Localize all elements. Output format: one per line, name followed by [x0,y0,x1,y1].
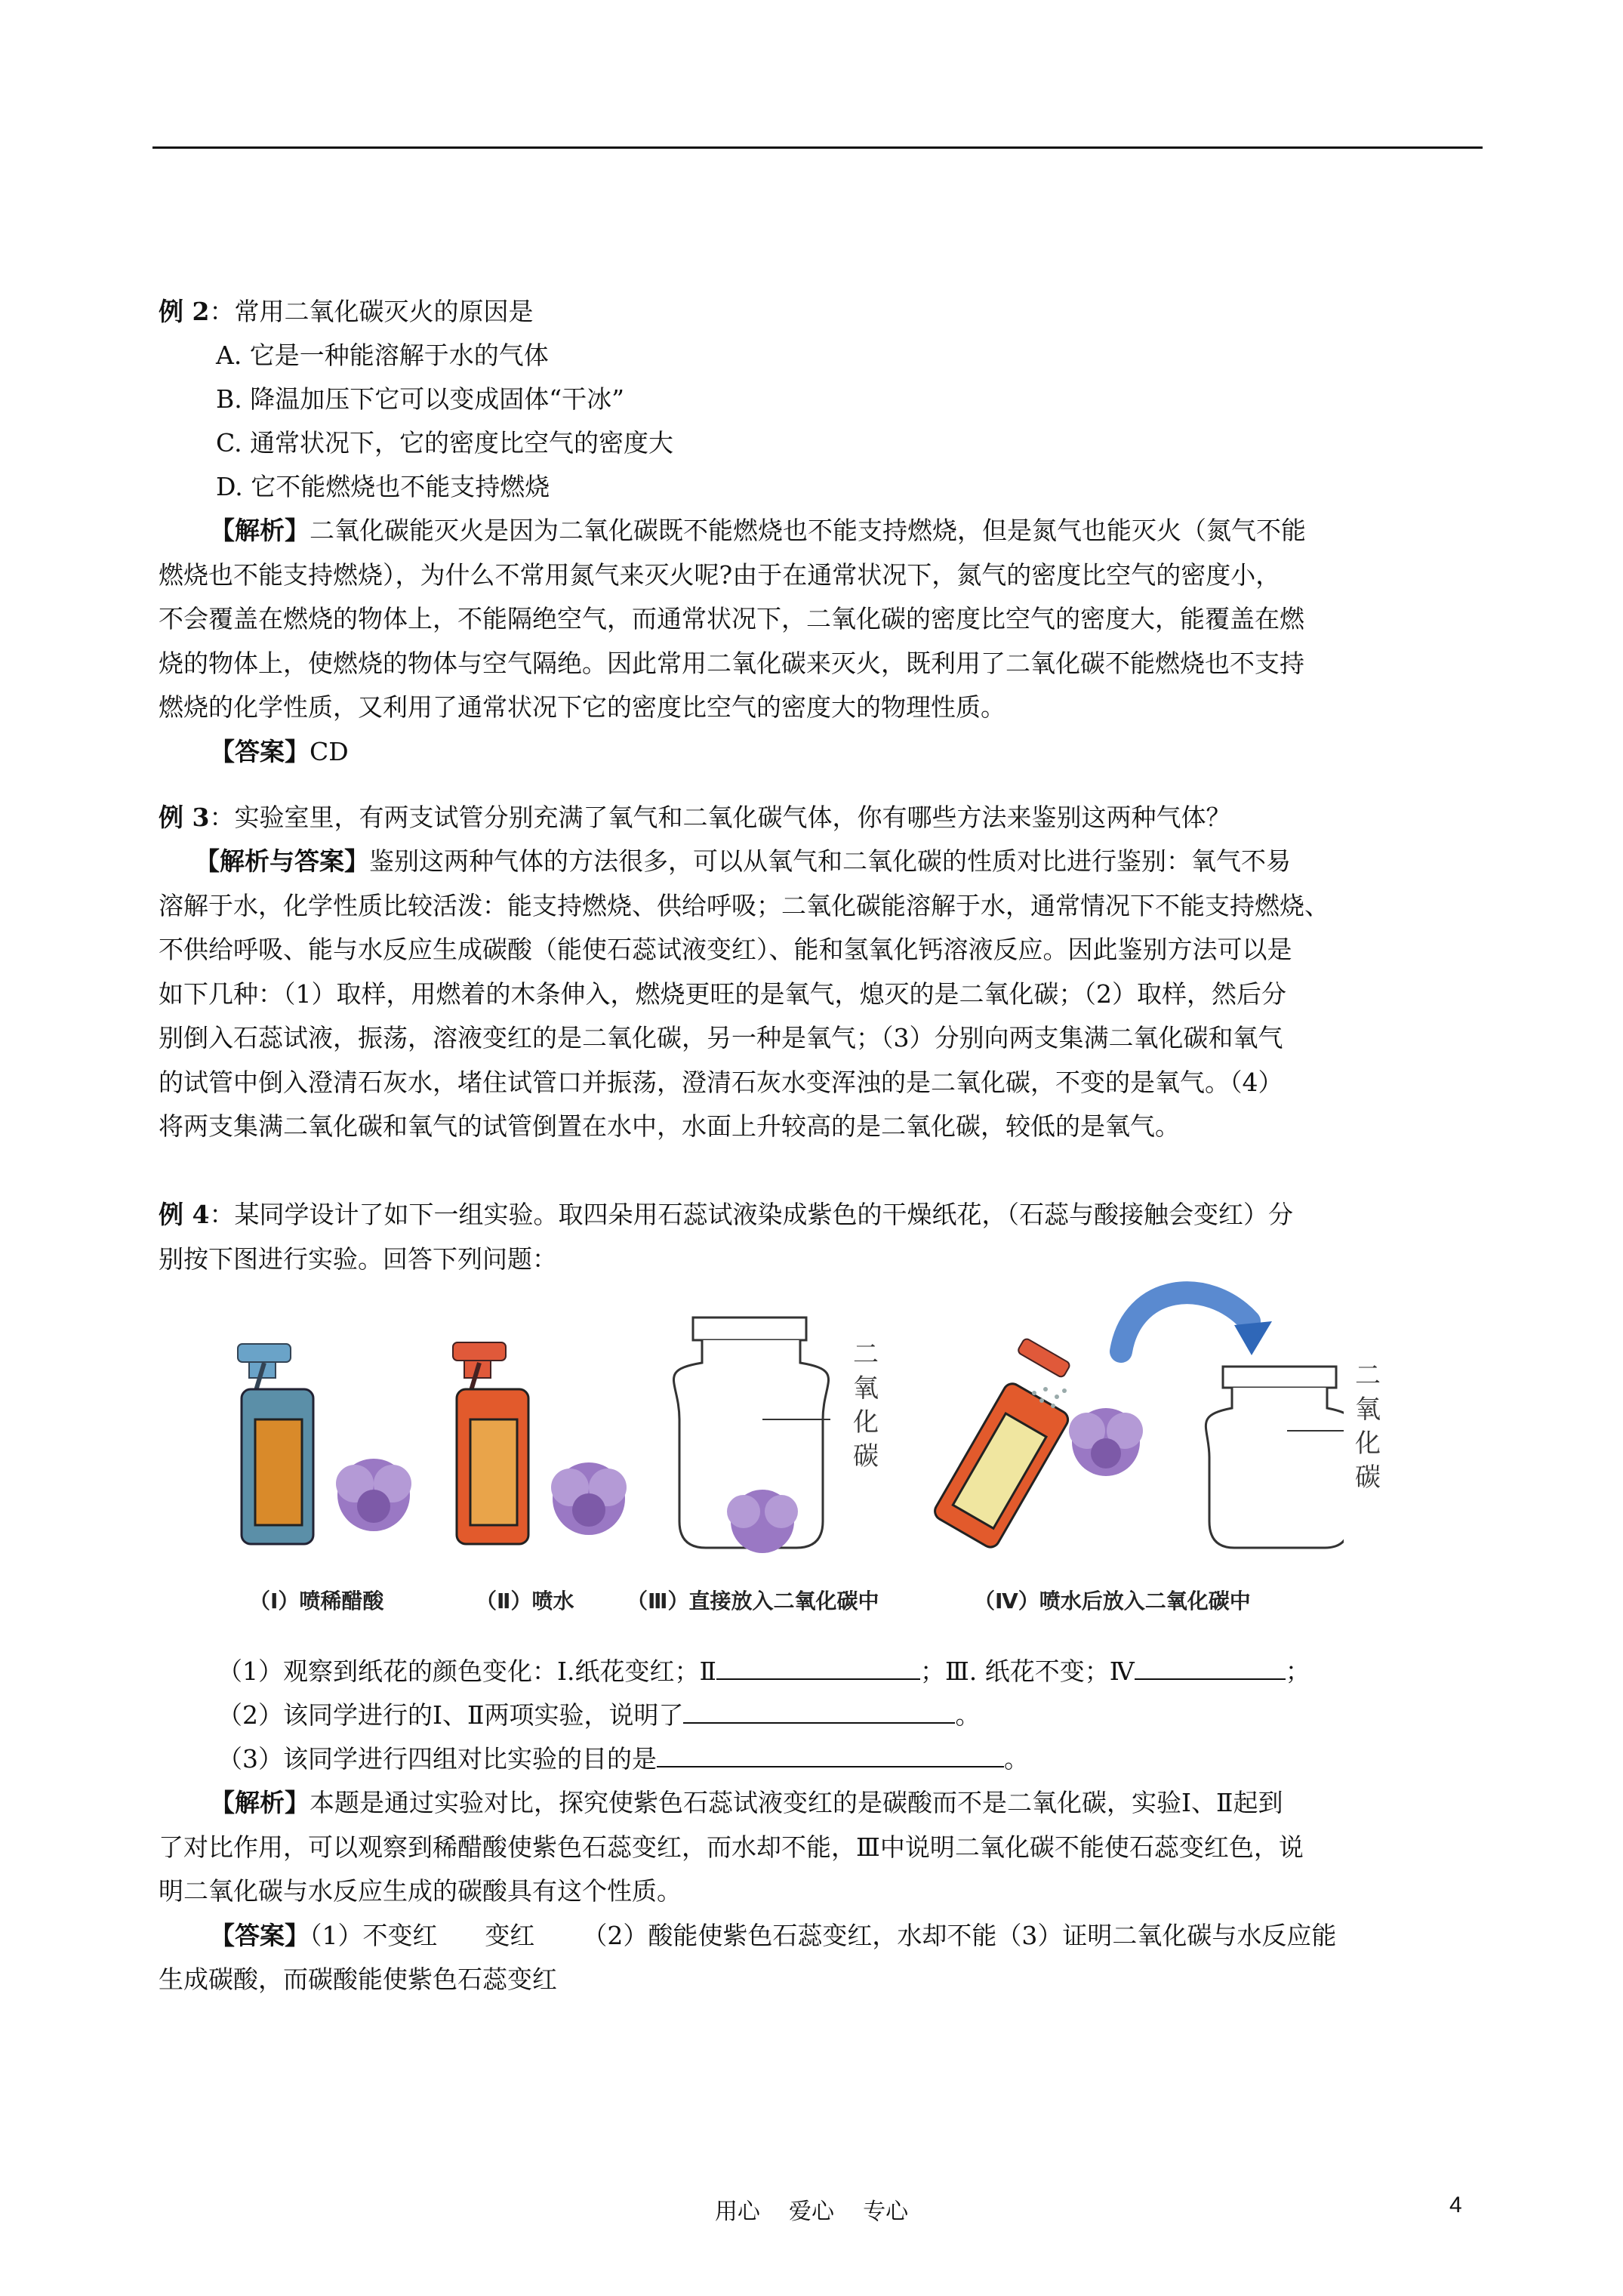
answer-blank[interactable] [657,1742,1004,1767]
page-number: 4 [1449,2193,1462,2217]
jar-label-char: 化 [853,1407,879,1438]
question-2 [159,1693,1483,1737]
question-2-text: 。 [955,1700,981,1730]
jar-label-char: 氧 [853,1373,879,1404]
jar-label-4 [1355,1359,1385,1495]
example-3 [159,796,1483,1149]
analysis-line [159,509,1483,553]
example-4-title [159,1193,1483,1237]
header-rule [152,146,1483,149]
figure-caption-1: （Ⅰ）喷稀醋酸 [249,1589,384,1613]
option-c: C. 通常状况下，它的密度比空气的密度大 [216,428,674,458]
analysis-line: 明二氧化碳与水反应生成的碳酸具有这个性质。 [159,1876,682,1906]
question-text: ：实验室里，有两支试管分别充满了氧气和二氧化碳气体，你有哪些方法来鉴别这两种气体？ [209,803,1231,832]
spray-bottle-4 [925,1337,1094,1550]
flower-icon-2 [551,1462,627,1535]
question-1-text: ；Ⅲ. 纸花不变；Ⅳ [919,1657,1135,1686]
jar-label-3 [853,1339,879,1472]
analysis-line: 别倒入石蕊试液，振荡，溶液变红的是二氧化碳，另一种是氧气；（3）分别向两支集满二氧化碳和氧气 [159,1023,1283,1052]
analysis-text: 鉴别这两种气体的方法很多，可以从氧气和二氧化碳的性质对比进行鉴别：氧气不易 [369,846,1291,876]
example-label: 例 3 [159,803,210,832]
example-3-title [159,796,1483,840]
option-b: B. 降温加压下它可以变成固体“干冰” [216,384,624,414]
figure-caption-4: （Ⅳ）喷水后放入二氧化碳中 [974,1589,1251,1613]
analysis-line: 溶解于水，化学性质比较活泼：能支持燃烧、供给呼吸；二氧化碳能溶解于水，通常情况下不能支持燃烧、 [159,890,1329,920]
question-2-text: （2）该同学进行的Ⅰ、Ⅱ两项实验，说明了 [217,1700,684,1730]
example-4-questions [159,1650,1483,2002]
analysis-label: 【解析与答案】 [195,846,369,876]
question-1-text: ； [1285,1657,1310,1686]
answer-blank[interactable] [1135,1654,1286,1680]
analysis-label: 【解析】 [210,516,310,545]
arrow-head-icon [1234,1321,1272,1355]
example-label: 例 2 [159,297,210,326]
gas-jar-4 [1206,1367,1344,1548]
gas-jar-3 [674,1318,831,1553]
example-2-analysis [159,509,1483,730]
example-label: 例 4 [159,1200,210,1229]
answer-line [159,1914,1483,1959]
answer-line: 生成碳酸，而碳酸能使紫色石蕊变红 [159,1965,557,1994]
question-1-text: （1）观察到纸花的颜色变化：Ⅰ.纸花变红；Ⅱ [217,1657,716,1686]
question-3-text: 。 [1004,1744,1029,1774]
answer-label: 【答案】 [210,1920,310,1950]
question-text-2: 别按下图进行实验。回答下列问题： [159,1244,557,1274]
spray-bottle-1 [238,1344,313,1544]
question-1 [159,1650,1483,1693]
question-text: ：常用二氧化碳灭火的原因是 [209,297,534,326]
analysis-line: 燃烧的化学性质，又利用了通常状况下它的密度比空气的密度大的物理性质。 [159,692,1006,722]
analysis-line [159,840,1483,884]
jar-label-char: 二 [1355,1361,1381,1391]
example-2 [159,290,1483,774]
jar-label-char: 化 [1355,1428,1381,1459]
analysis-line: 不会覆盖在燃烧的物体上，不能隔绝空气，而通常状况下，二氧化碳的密度比空气的密度大，能覆盖在燃 [159,604,1304,633]
figure-caption-2: （Ⅱ）喷水 [476,1589,574,1613]
analysis-line: 燃烧也不能支持燃烧），为什么不常用氮气来灭火呢?由于在通常状况下，氮气的密度比空气的密度小， [159,559,1281,590]
option-a: A. 它是一种能溶解于水的气体 [216,341,549,370]
flower-icon-1 [336,1459,411,1531]
question-3 [159,1737,1483,1781]
analysis-line: 的试管中倒入澄清石灰水，堵住试管口并振荡，澄清石灰水变浑浊的是二氧化碳，不变的是氧气。（4） [159,1067,1283,1097]
analysis-line: 将两支集满二氧化碳和氧气的试管倒置在水中，水面上升较高的是二氧化碳，较低的是氧气。 [159,1111,1180,1141]
spray-bottle-2 [453,1342,528,1544]
jar-label-char: 氧 [1355,1395,1381,1425]
analysis-line: 不供给呼吸、能与水反应生成碳酸（能使石蕊试液变红）、能和氢氧化钙溶液反应。因此鉴别方法可以是 [159,935,1292,964]
answer-label: 【答案】 [210,736,310,766]
analysis-text: 二氧化碳能灭火是因为二氧化碳既不能燃烧也不能支持燃烧，但是氮气也能灭火（氮气不能 [310,516,1306,545]
answer-text: CD [310,736,349,766]
answer-blank[interactable] [716,1654,920,1680]
analysis-label: 【解析】 [210,1788,310,1817]
analysis-text: 本题是通过实验对比，探究使紫色石蕊试液变红的是碳酸而不是二氧化碳，实验Ⅰ、Ⅱ起到 [310,1788,1283,1817]
analysis-line [159,1781,1483,1826]
flower-icon-4 [1069,1408,1143,1476]
answer-text: （1）不变红 变红 （2）酸能使紫色石蕊变红，水却不能（3）证明二氧化碳与水反应能 [310,1920,1337,1950]
option-d: D. 它不能燃烧也不能支持燃烧 [216,472,550,501]
figure-caption-3: （Ⅲ）直接放入二氧化碳中 [627,1589,879,1613]
jar-label-char: 二 [853,1339,879,1370]
jar-label-char: 碳 [1355,1462,1381,1493]
experiment-figure [234,1268,1344,1623]
jar-label-char: 碳 [853,1441,879,1472]
analysis-line: 了对比作用，可以观察到稀醋酸使紫色石蕊变红，而水却不能，Ⅲ中说明二氧化碳不能使石蕊变红色，说 [159,1832,1304,1862]
question-text: ：某同学设计了如下一组实验。取四朵用石蕊试液染成紫色的干燥纸花，（石蕊与酸接触会变红）分 [209,1200,1293,1229]
curved-arrow-icon [1121,1293,1249,1351]
analysis-line: 烧的物体上，使燃烧的物体与空气隔绝。因此常用二氧化碳来灭火，既利用了二氧化碳不能燃烧也不支持 [159,648,1304,678]
answer-blank[interactable] [683,1698,955,1724]
footer-motto: 用心 爱心 专心 [714,2199,909,2225]
example-2-title [159,290,1483,334]
analysis-line: 如下几种：（1）取样，用燃着的木条伸入，燃烧更旺的是氧气，熄灭的是二氧化碳；（2）取样，然后分 [159,978,1286,1009]
question-3-text: （3）该同学进行四组对比实验的目的是 [217,1744,657,1774]
example-2-answer [159,730,1483,774]
